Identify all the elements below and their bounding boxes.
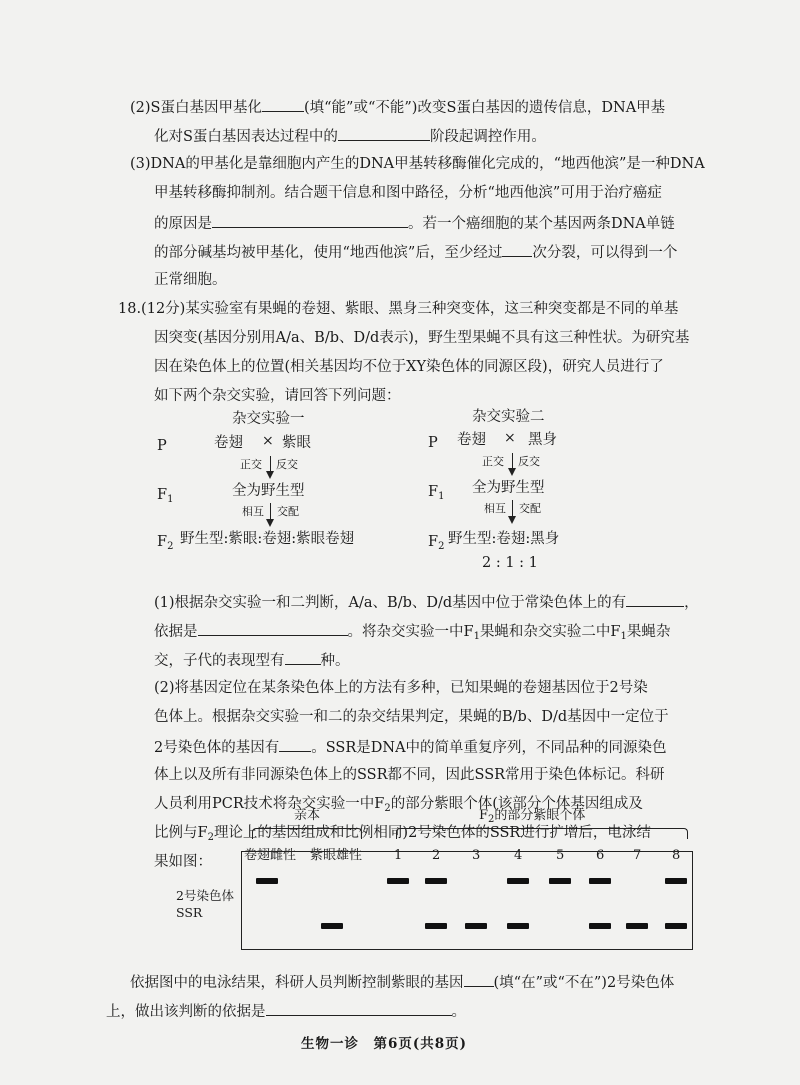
gel-box bbox=[241, 851, 693, 950]
answer-blank[interactable] bbox=[464, 971, 494, 987]
gel-lane-label-2: 2 bbox=[432, 848, 441, 863]
gel-band-lower bbox=[465, 923, 487, 929]
exp1-p-label: P bbox=[157, 438, 167, 454]
exp1-f1-label: $F_1$ bbox=[157, 487, 174, 505]
q18-line-3: 因在染色体上的位置(相关基因均不位于XY染色体的同源区段)，研究人员进行了 bbox=[154, 359, 664, 375]
q18-line-1: 18.(12分)某实验室有果蝇的卷翅、紫眼、黑身三种突变体，这三种突变都是不同的单基 bbox=[118, 301, 679, 317]
exp1-recip-left: 正交 bbox=[240, 458, 262, 471]
exp2-parent-right: 黑身 bbox=[528, 432, 557, 448]
q3-text: 的原因是 bbox=[154, 216, 212, 232]
exp1-self-left: 相互 bbox=[242, 505, 264, 518]
exp1-f1-phenotype: 全为野生型 bbox=[232, 483, 305, 499]
p2-line-5: 人员利用PCR技术将杂交实验一中$F_2$的部分紫眼个体(该部分个体基因组成及 bbox=[154, 796, 643, 814]
gel-lane-label-6: 6 bbox=[596, 848, 605, 863]
exp1-f2-label: $F_2$ bbox=[157, 534, 174, 552]
exp1-cross-symbol: × bbox=[262, 433, 274, 449]
exp1-recip-right: 反交 bbox=[276, 458, 298, 471]
exp1-arrowhead-2 bbox=[266, 519, 274, 527]
q2-text: 阶段起调控作用。 bbox=[429, 129, 546, 145]
exp1-parent-right: 紫眼 bbox=[282, 435, 311, 451]
exp2-arrow-2 bbox=[512, 500, 513, 517]
q2-text: (2)S蛋白基因甲基化 bbox=[130, 100, 262, 116]
gel-band-upper bbox=[425, 878, 447, 884]
p2-line-1: (2)将基因定位在某条染色体上的方法有多种，已知果蝇的卷翅基因位于2号染 bbox=[154, 680, 648, 696]
exp2-f2-label: $F_2$ bbox=[428, 534, 445, 552]
gel-row-label-1: 2号染色体 bbox=[176, 888, 234, 903]
p1-text: (1)根据杂交实验一和二判断，A/a、B/b、D/d基因中位于常染色体上的有 bbox=[154, 595, 627, 611]
q3-text: 。若一个癌细胞的某个基因两条DNA单链 bbox=[408, 216, 675, 232]
gel-band-upper bbox=[507, 878, 529, 884]
q3-line-1: (3)DNA的甲基化是靠细胞内产生的DNA甲基转移酶催化完成的，“地西他滨”是一种DNA bbox=[130, 156, 705, 172]
q3-line-3 bbox=[154, 212, 675, 234]
gel-band-upper bbox=[549, 878, 571, 884]
answer-blank[interactable] bbox=[502, 241, 532, 257]
exp2-title: 杂交实验二 bbox=[472, 409, 545, 425]
p1-text: ， bbox=[684, 595, 699, 611]
gel-lane-parent-1: 卷翅雌性 bbox=[244, 848, 297, 863]
final-line-2: 上，做出该判断的依据是 。 bbox=[106, 1000, 466, 1022]
gel-parents-brace bbox=[252, 828, 362, 839]
gel-band-upper bbox=[665, 878, 687, 884]
p1-line-1 bbox=[154, 591, 699, 613]
gel-lane-label-4: 4 bbox=[514, 848, 523, 863]
exp1-self-right: 交配 bbox=[277, 505, 299, 518]
exp2-self-left: 相互 bbox=[484, 502, 506, 515]
answer-blank[interactable] bbox=[626, 591, 684, 607]
exp2-parent-left: 卷翅 bbox=[457, 432, 486, 448]
gel-lane-label-1: 1 bbox=[394, 848, 403, 863]
gel-band-upper bbox=[256, 878, 278, 884]
q3-line-5: 正常细胞。 bbox=[154, 272, 227, 288]
gel-band-lower bbox=[507, 923, 529, 929]
p2-line-6: 比例与$F_2$理论上的基因组成和比例相同)2号染色体的SSR进行扩增后，电泳结 bbox=[154, 825, 651, 843]
exp2-arrowhead-2 bbox=[508, 516, 516, 524]
gel-lane-label-8: 8 bbox=[672, 848, 681, 863]
gel-lane-label-3: 3 bbox=[472, 848, 481, 863]
q18-line-2: 因突变(基因分别用A/a、B/b、D/d表示)，野生型果蝇不具有这三种性状。为研究基 bbox=[154, 330, 690, 346]
gel-band-lower bbox=[665, 923, 687, 929]
exp2-p-label: P bbox=[428, 435, 438, 451]
q18-line-4: 如下两个杂交实验，请回答下列问题： bbox=[154, 388, 401, 404]
p1-text: 依据是 bbox=[154, 624, 198, 640]
exp2-recip-right: 反交 bbox=[518, 455, 540, 468]
p1-text: 种。 bbox=[320, 653, 350, 669]
gel-band-upper bbox=[589, 878, 611, 884]
exp1-arrowhead-1 bbox=[266, 471, 274, 479]
gel-band-lower bbox=[589, 923, 611, 929]
exp1-parent-left: 卷翅 bbox=[214, 435, 243, 451]
answer-blank[interactable] bbox=[212, 212, 408, 228]
p1-line-3 bbox=[154, 649, 350, 671]
gel-band-upper bbox=[387, 878, 409, 884]
gel-offspring-brace bbox=[396, 828, 688, 839]
p2-text: 2号染色体的基因有 bbox=[154, 740, 280, 756]
q2-text: 化对S蛋白基因表达过程中的 bbox=[154, 129, 338, 145]
gel-lane-label-5: 5 bbox=[556, 848, 565, 863]
answer-blank[interactable] bbox=[285, 649, 321, 665]
q3-line-2: 甲基转移酶抑制剂。结合题干信息和图中路径，分析“地西他滨”可用于治疗癌症 bbox=[154, 185, 662, 201]
answer-blank[interactable] bbox=[279, 736, 311, 752]
q2-line-1 bbox=[130, 96, 665, 118]
exp1-title: 杂交实验一 bbox=[232, 411, 305, 427]
exp2-cross-symbol: × bbox=[504, 430, 516, 446]
page-footer: 生物一诊 第6页(共8页) bbox=[301, 1036, 468, 1052]
exp2-f2-ratio: 2 : 1 : 1 bbox=[482, 555, 538, 571]
gel-offspring-label: $F_2$的部分紫眼个体 bbox=[479, 808, 586, 825]
exp2-arrow-1 bbox=[512, 453, 513, 469]
gel-band-lower bbox=[425, 923, 447, 929]
gel-row-label-2: SSR bbox=[176, 905, 203, 920]
exp2-f1-label: $F_1$ bbox=[428, 484, 445, 502]
exp1-arrow-2 bbox=[270, 503, 271, 520]
q2-text: (填“能”或“不能”)改变S蛋白基因的遗传信息，DNA甲基 bbox=[303, 100, 666, 116]
answer-blank[interactable] bbox=[266, 1000, 452, 1016]
p1-text: 交，子代的表现型有 bbox=[154, 653, 285, 669]
final-line-1: 依据图中的电泳结果，科研人员判断控制紫眼的基因 (填“在”或“不在”)2号染色体 bbox=[130, 971, 674, 993]
q2-line-2 bbox=[154, 125, 546, 147]
p2-line-2: 色体上。根据杂交实验一和二的杂交结果判定，果蝇的B/b、D/d基因中一定位于 bbox=[154, 709, 669, 725]
gel-lane-parent-2: 紫眼雄性 bbox=[310, 848, 363, 863]
gel-band-lower bbox=[321, 923, 343, 929]
answer-blank[interactable] bbox=[198, 620, 348, 636]
q3-text: 的部分碱基均被甲基化，使用“地西他滨”后，至少经过 bbox=[154, 245, 503, 261]
q3-text: 次分裂，可以得到一个 bbox=[532, 245, 678, 261]
gel-parents-label: 亲本 bbox=[294, 808, 321, 823]
answer-blank[interactable] bbox=[262, 96, 304, 112]
exp2-arrowhead-1 bbox=[508, 468, 516, 476]
p2-line-7: 果如图： bbox=[154, 854, 212, 870]
p1-line-2: 依据是 。将杂交实验一中$F_1$果蝇和杂交实验二中$F_1$果蝇杂 bbox=[154, 620, 670, 647]
gel-lane-label-7: 7 bbox=[633, 848, 642, 863]
p1-text: 果蝇杂 bbox=[626, 624, 671, 640]
exp1-f2-phenotype: 野生型:紫眼:卷翅:紫眼卷翅 bbox=[180, 531, 355, 547]
exp1-arrow-1 bbox=[270, 456, 271, 472]
exp2-recip-left: 正交 bbox=[482, 455, 504, 468]
gel-band-lower bbox=[626, 923, 648, 929]
p2-line-4: 体上以及所有非同源染色体上的SSR都不同，因此SSR常用于染色体标记。科研 bbox=[154, 767, 665, 783]
q3-line-4 bbox=[154, 241, 677, 263]
exp2-f1-phenotype: 全为野生型 bbox=[472, 480, 545, 496]
p1-text: 果蝇和杂交实验二中F bbox=[479, 624, 621, 640]
p1-text: 。将杂交实验一中F bbox=[347, 624, 474, 640]
exp2-self-right: 交配 bbox=[519, 502, 541, 515]
p2-line-3 bbox=[154, 736, 667, 758]
p2-text: 。SSR是DNA中的简单重复序列，不同品种的同源染色 bbox=[311, 740, 667, 756]
exp2-f2-phenotype: 野生型:卷翅:黑身 bbox=[448, 531, 560, 547]
answer-blank[interactable] bbox=[338, 125, 430, 141]
